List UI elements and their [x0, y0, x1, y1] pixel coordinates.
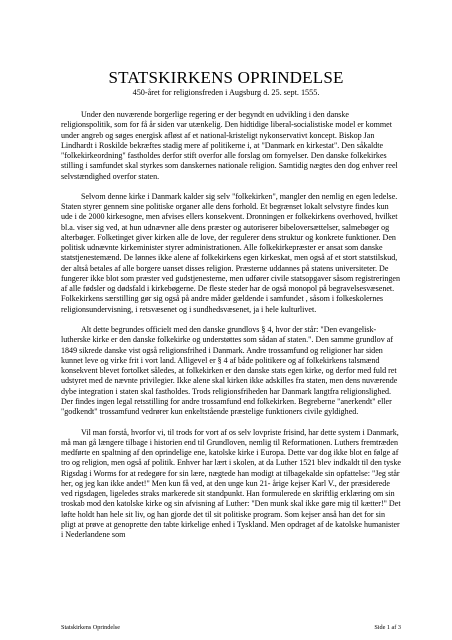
- document-subtitle: 450-året for religionsfreden i Augsburg d. 25. sept. 1555.: [132, 88, 320, 97]
- document-body: [61, 110, 401, 620]
- footer-document-name: Statskirkens Oprindelse: [61, 624, 120, 631]
- paragraph-3: Alt dette begrundes officielt med den danske grundlovs § 4, hvor der står: "Den evangelisk-lutherske kirke er den danske folkekirke og understøttes som sådan af staten.". Den samme grundlov af 1849 sikrede danske vist også religionsfrihed i Danmark. Andre trossamfund og religioner har siden kunnet leve og virke frit i vort land. Alligevel er § 4 af både politikere og af folkekirkens talsmænd konsekvent blevet fortolket således, at folkekirken er den danske stats egen kirke, og derfor med fuld ret udstyret med de nævnte privilegier. Ikke alene skal kirken ikke adskilles fra staten, men dens nuværende dybe integration i staten skal fastholdes. Trods religionsfriheden har Danmark langtfra religionslighed. Der findes ingen legal retsstilling for andre trossamfund end folkekirken. Begreberne "anerkendt" eller "godkendt" trossamfund vedrører kun enkeltstående præstelige funktioners civile gyldighed.: [61, 325, 398, 417]
- page-footer: [61, 624, 401, 634]
- paragraph-1: Under den nuværende borgerlige regering er der begyndt en udvikling i den danske religionspolitik, som for få år siden var utænkelig. Den hidtidige liberal-socialistiske model er kommet under angreb og søges energisk afløst af et national-kristeligt nykonservativt koncept. Biskop Jan Lindhardt i Roskilde bekræftes stadig mere af politikerne i, at "Danmark en kirkestat". Den såkaldte "folkekirkeordning" fastholdes derfor stift overfor alle forslag om fornyelser. Den danske folkekirkes stilling i samfundet skal styrkes som danskernes nationale religion. Samtidig nægtes den dog enhver reel selvstændighed overfor staten.: [61, 110, 398, 181]
- document-title: STATSKIRKENS OPRINDELSE: [108, 68, 344, 87]
- paragraph-2: Selvom denne kirke i Danmark kalder sig selv "folkekirken", mangler den nemlig en egen ledelse. Staten styrer gennem sine politiske organer alle dens forhold. Et begrænset lokalt selvstyre findes kun ude i de 2000 kirkesogne, men afvises ellers konsekvent. Dronningen er folkekirkens overhoved, hvilket bl.a. viser sig ved, at hun udnævner alle dens præster og autoriserer bibeloversættelser, salmebøger og alterbøger. Folketinget giver kirken alle de love, der regulerer dens struktur og konkrete funktioner. Den politisk udnævnte kirkeminister styrer administrationen. Alle folkekirkepræster er ansat som danske statstjenestemænd. De lønnes ikke alene af folkekirkens egen kirkeskat, men også af et stort statstilskud, der altså betales af alle borgere uanset disses religion. Præsterne uddannes på statens universiteter. De fungerer ikke blot som præster ved gudstjenesterne, men udfører civile statsopgaver såsom registreringen af alle fødsler og dødsfald i kirkebøgerne. De fleste steder har de også monopol på begravelsesvæsenet. Folkekirkens særstilling gør sig også på andre måder gældende i samfundet , såsom i folkeskolernes religionsundervisning, i retsvæsenet og i sundhedsvæsenet, ja i hele kulturlivet.: [61, 191, 400, 314]
- paragraph-4: Vil man forstå, hvorfor vi, til trods for vort af os selv lovpriste frisind, har dette system i Danmark, må man gå længere tilbage i historien end til Grundloven, nemlig til Reformationen. Luthers fremtræden medførte en spaltning af den oprindelige ene, katolske kirke i Europa. Dette var dog ikke blot en følge af tro og religion, men også af politik. Enhver har lært i skolen, at da Luther 1521 blev indkaldt til den tyske Rigsdag i Worms for at redegøre for sin lære, nægtede han modigt at tilbagekalde sin opfattelse: "Jeg står her, og jeg kan ikke andet!" Men kun få ved, at den unge kun 21- årige kejser Karl V., der præsiderede ved rigsdagen, ligeledes straks markerede sit standpunkt. Han formulerede en skriftlig erklæring om sin troskab mod den katolske kirke og sin afvisning af Luther: "Den munk skal ikke gøre mig til kætter!" Det løfte holdt han hele sit liv, og han gjorde det til sit politiske program. Som kejser anså han det for sin pligt at prøve at genoprette den tabte kirkelige enhed i Tyskland. Men opdraget af de katolske humanister i Nederlandene som: [61, 427, 401, 540]
- footer-page-number: Side 1 af 3: [374, 624, 401, 631]
